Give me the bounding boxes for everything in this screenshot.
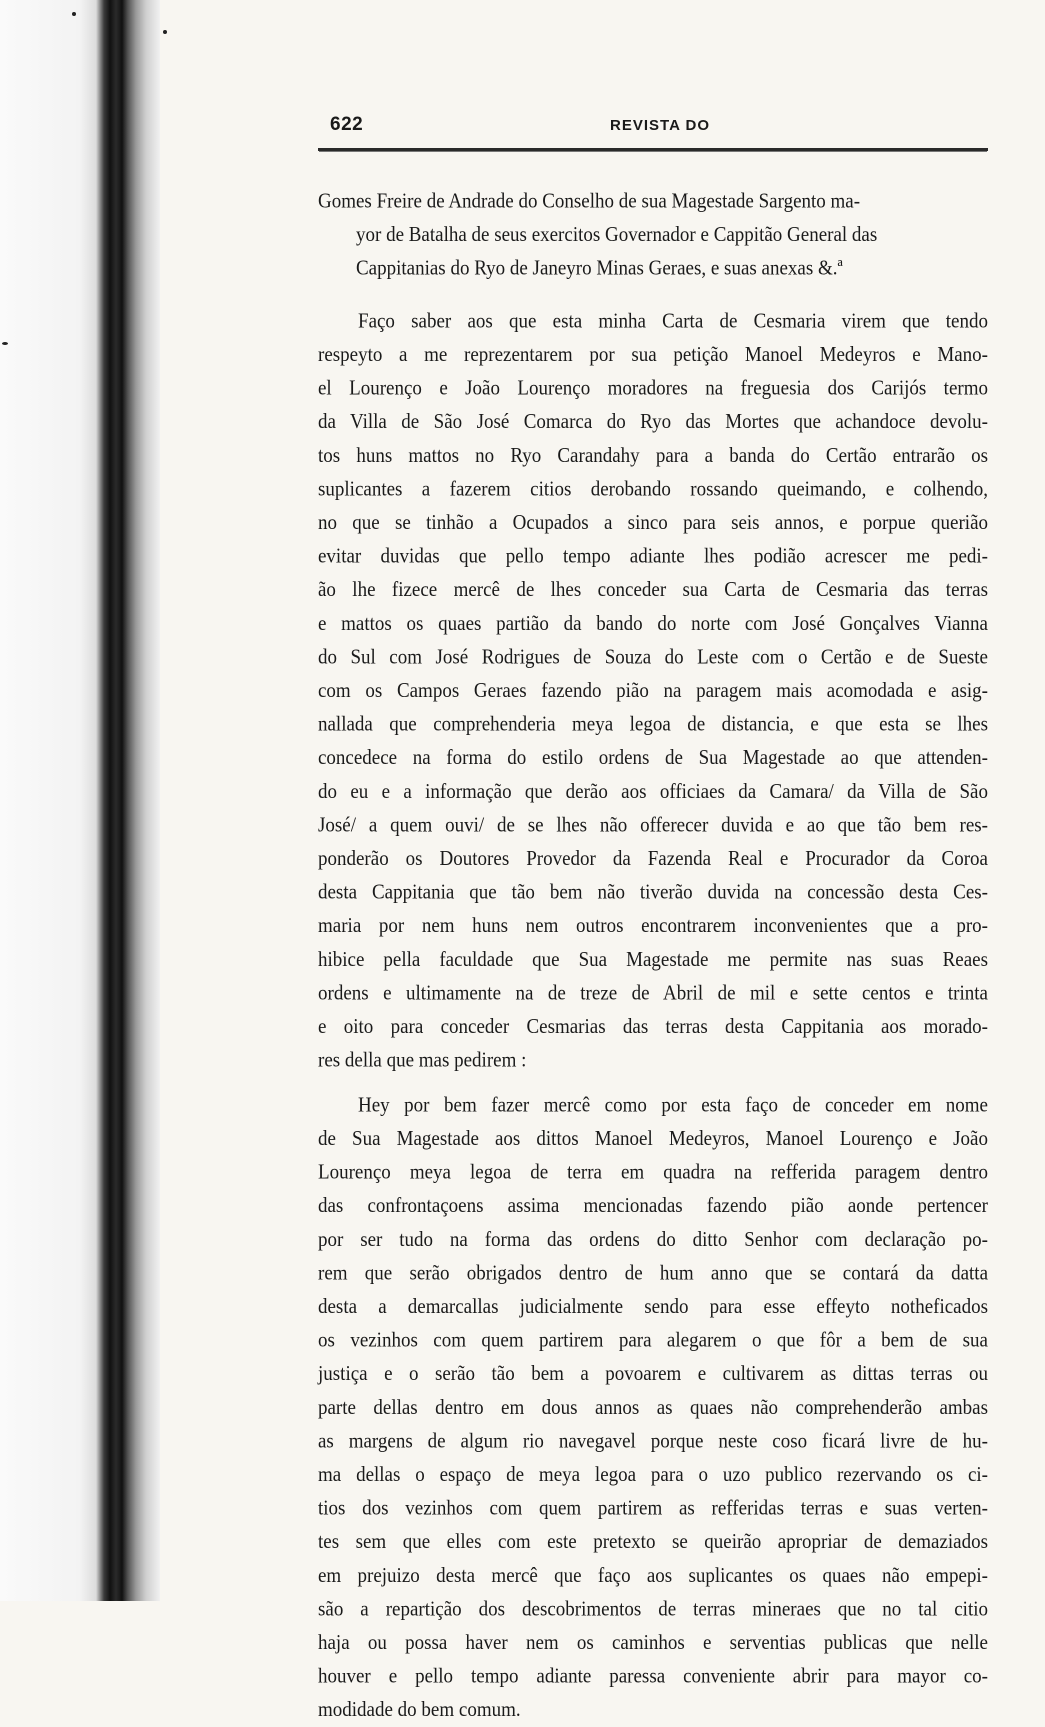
text-line: haja ou possa haver nem os caminhos e serventias publicas que nelle — [318, 1631, 988, 1655]
text-line: maria por nem huns nem outros encontrarem inconvenientes que a pro- — [318, 914, 988, 938]
text-line: tos huns mattos no Ryo Carandahy para a banda do Certão entrarão os — [318, 443, 988, 468]
binding-speck — [163, 30, 167, 34]
text-line: nallada que comprehenderia meya legoa de distancia, e que esta se lhes — [318, 712, 988, 737]
book-binding-edge — [0, 0, 160, 1601]
text-line: houver e pello tempo adiante paressa conveniente abrir para mayor co- — [318, 1664, 988, 1689]
text-line: Faço saber aos que esta minha Carta de Cesmaria virem que tendo — [358, 309, 988, 333]
text-line: com os Campos Geraes fazendo pião na paragem mais acomodada e asig- — [318, 679, 988, 703]
text-line: Lourenço meya legoa de terra em quadra na refferida paragem dentro — [318, 1160, 988, 1185]
text-line: concedece na forma do estilo ordens de Sua Magestade ao que attenden- — [318, 746, 988, 770]
text-line: evitar duvidas que pello tempo adiante lhes podião acrescer me pedi- — [318, 544, 988, 569]
text-line: por ser tudo na forma das ordens do ditto Senhor com declaração po- — [318, 1227, 988, 1252]
text-line: parte dellas dentro em dous annos as quaes não comprehenderão ambas — [318, 1395, 988, 1420]
text-line: desta a demarcallas judicialmente sendo para esse effeyto notheficados — [318, 1295, 988, 1319]
book-page — [318, 108, 988, 1722]
page-number: 622 — [330, 114, 364, 135]
text-line: el Lourenço e João Lourenço moradores na freguesia dos Carijós termo — [318, 376, 988, 401]
text-line: de Sua Magestade aos dittos Manoel Medeyros, Manoel Lourenço e João — [318, 1127, 988, 1151]
text-line: do Sul com José Rodrigues de Souza do Leste com o Certão e de Sueste — [318, 645, 988, 669]
text-line: da Villa de São José Comarca do Ryo das Mortes que achandoce devolu- — [318, 410, 988, 434]
text-line: os vezinhos com quem partirem para alegarem o que fôr a bem de sua — [318, 1328, 988, 1353]
binding-speck — [72, 12, 76, 16]
text-line: José/ a quem ouvi/ de se lhes não offerecer duvida e ao que tão bem res- — [318, 813, 988, 837]
text-line: suplicantes a fazerem citios derobando rossando queimando, e colhendo, — [318, 477, 988, 501]
heading-line: Gomes Freire de Andrade do Conselho de sua Magestade Sargento ma- — [318, 189, 861, 213]
text-line: res della que mas pedirem : — [318, 1048, 527, 1073]
text-line: ma dellas o espaço de meya legoa para o uzo publico rezervando os ci- — [318, 1463, 988, 1487]
text-line: ão lhe fizece mercê de lhes conceder sua Carta de Cesmaria das terras — [318, 578, 988, 602]
text-line: desta Cappitania que tão bem não tiverão duvida na concessão desta Ces- — [318, 880, 988, 905]
text-line: e mattos os quaes partião da bando do norte com José Gonçalves Vianna — [318, 611, 988, 636]
text-line: são a repartição dos descobrimentos de terras mineraes que no tal citio — [318, 1597, 988, 1621]
text-line: em prejuizo desta mercê que faço aos suplicantes os quaes não empepi- — [318, 1563, 988, 1588]
text-line: as margens de algum rio navegavel porque neste coso ficará livre de hu- — [318, 1429, 988, 1453]
text-line: das confrontaçoens assima mencionadas fazendo pião aonde pertencer — [318, 1194, 988, 1218]
heading-line: yor de Batalha de seus exercitos Governador e Cappitão General das — [356, 223, 878, 247]
text-line: hibice pella faculdade que Sua Magestade me permite nas suas Reaes — [318, 947, 988, 972]
text-line: e oito para conceder Cesmarias das terras desta Cappitania aos morado- — [318, 1015, 988, 1039]
binding-speck — [2, 342, 8, 345]
text-line: rem que serão obrigados dentro de hum anno que se contará da datta — [318, 1261, 988, 1285]
document-heading — [318, 185, 988, 286]
text-line: ponderão os Doutores Provedor da Fazenda Real e Procurador da Coroa — [318, 847, 988, 871]
text-line: respeyto a me reprezentarem por sua petição Manoel Medeyros e Mano- — [318, 343, 988, 367]
journal-title: REVISTA DO — [610, 117, 711, 134]
text-line: ordens e ultimamente na de treze de Abril de mil e sette centos e trinta — [318, 981, 988, 1005]
text-line: justiça e o serão tão bem a povoarem e cultivarem as dittas terras ou — [318, 1362, 988, 1386]
paragraph-grant — [318, 1089, 988, 1727]
text-line: no que se tinhão a Ocupados a sinco para seis annos, e porpue querião — [318, 511, 988, 535]
text-line: modidade do bem comum. — [318, 1698, 521, 1722]
text-line: tes sem que elles com este pretexto se queirão apropriar de demaziados — [318, 1530, 988, 1554]
text-line: tios dos vezinhos com quem partirem as refferidas terras e suas verten- — [318, 1496, 988, 1521]
text-line: do eu e a informação que derão aos officiaes da Camara/ da Villa de São — [318, 779, 988, 804]
paragraph-cesmaria-request — [318, 305, 988, 1078]
heading-line: Cappitanias do Ryo de Janeyro Minas Geraes, e suas anexas &.ª — [356, 256, 843, 281]
text-line: Hey por bem fazer mercê como por esta faço de conceder em nome — [358, 1093, 988, 1117]
running-head — [318, 108, 988, 151]
document-body — [318, 305, 988, 1727]
